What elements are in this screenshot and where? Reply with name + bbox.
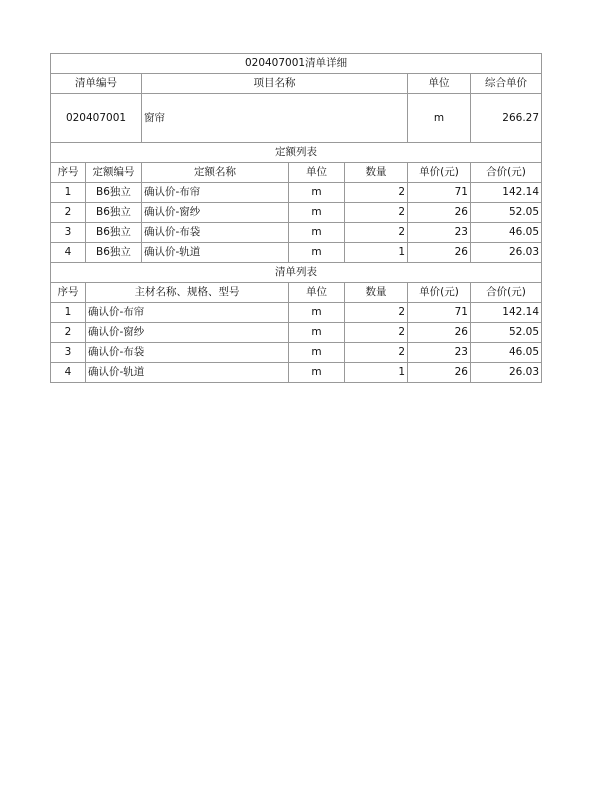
row-no: 2	[51, 203, 86, 223]
sheet-title: 020407001清单详细	[51, 54, 542, 74]
row-total: 46.05	[471, 223, 542, 243]
row-total: 52.05	[471, 323, 542, 343]
detail-table	[50, 53, 542, 383]
quota-col-code: 定额编号	[86, 163, 142, 183]
row-name: 确认价-布帘	[86, 303, 289, 323]
list-col-qty: 数量	[345, 283, 408, 303]
row-no: 1	[51, 183, 86, 203]
row-no: 4	[51, 243, 86, 263]
row-price: 23	[408, 223, 471, 243]
quota-section-title: 定额列表	[51, 143, 542, 163]
table-row	[51, 303, 542, 323]
list-col-no: 序号	[51, 283, 86, 303]
row-qty: 2	[345, 203, 408, 223]
item-row	[51, 94, 542, 143]
list-section-title: 清单列表	[51, 263, 542, 283]
row-price: 26	[408, 363, 471, 383]
row-unit: m	[289, 243, 345, 263]
row-total: 142.14	[471, 303, 542, 323]
row-qty: 1	[345, 243, 408, 263]
row-unit: m	[289, 303, 345, 323]
row-total: 26.03	[471, 363, 542, 383]
row-name: 确认价-窗纱	[86, 323, 289, 343]
quota-col-price: 单价(元)	[408, 163, 471, 183]
row-code: B6独立	[86, 203, 142, 223]
row-price: 26	[408, 203, 471, 223]
quota-header-row	[51, 163, 542, 183]
table-row	[51, 323, 542, 343]
list-col-price: 单价(元)	[408, 283, 471, 303]
row-code: B6独立	[86, 223, 142, 243]
row-qty: 2	[345, 223, 408, 243]
row-no: 2	[51, 323, 86, 343]
table-row	[51, 343, 542, 363]
quota-col-total: 合价(元)	[471, 163, 542, 183]
unit-label: 单位	[408, 74, 471, 94]
list-col-total: 合价(元)	[471, 283, 542, 303]
row-name: 确认价-轨道	[142, 243, 289, 263]
table-row	[51, 243, 542, 263]
price-label: 综合单价	[471, 74, 542, 94]
list-section-row	[51, 263, 542, 283]
quota-col-qty: 数量	[345, 163, 408, 183]
row-qty: 2	[345, 303, 408, 323]
name-label: 项目名称	[142, 74, 408, 94]
row-price: 26	[408, 243, 471, 263]
row-name: 确认价-布袋	[142, 223, 289, 243]
table-row	[51, 223, 542, 243]
row-code: B6独立	[86, 243, 142, 263]
row-unit: m	[289, 183, 345, 203]
row-qty: 2	[345, 183, 408, 203]
list-col-unit: 单位	[289, 283, 345, 303]
title-row	[51, 54, 542, 74]
row-qty: 2	[345, 323, 408, 343]
item-header-row	[51, 74, 542, 94]
row-no: 1	[51, 303, 86, 323]
row-total: 46.05	[471, 343, 542, 363]
table-row	[51, 203, 542, 223]
item-unit: m	[408, 94, 471, 143]
row-total: 52.05	[471, 203, 542, 223]
quota-col-unit: 单位	[289, 163, 345, 183]
row-no: 4	[51, 363, 86, 383]
row-price: 26	[408, 323, 471, 343]
row-no: 3	[51, 223, 86, 243]
table-row	[51, 363, 542, 383]
item-name: 窗帘	[142, 94, 408, 143]
list-header-row	[51, 283, 542, 303]
row-name: 确认价-轨道	[86, 363, 289, 383]
row-name: 确认价-窗纱	[142, 203, 289, 223]
quota-section-row	[51, 143, 542, 163]
row-unit: m	[289, 223, 345, 243]
row-unit: m	[289, 343, 345, 363]
row-price: 71	[408, 183, 471, 203]
row-total: 26.03	[471, 243, 542, 263]
table-row	[51, 183, 542, 203]
row-qty: 1	[345, 363, 408, 383]
row-price: 71	[408, 303, 471, 323]
item-code: 020407001	[51, 94, 142, 143]
quota-col-name: 定额名称	[142, 163, 289, 183]
row-code: B6独立	[86, 183, 142, 203]
row-unit: m	[289, 203, 345, 223]
item-price: 266.27	[471, 94, 542, 143]
row-name: 确认价-布帘	[142, 183, 289, 203]
row-total: 142.14	[471, 183, 542, 203]
row-qty: 2	[345, 343, 408, 363]
row-no: 3	[51, 343, 86, 363]
row-name: 确认价-布袋	[86, 343, 289, 363]
row-unit: m	[289, 363, 345, 383]
list-col-name: 主材名称、规格、型号	[86, 283, 289, 303]
row-price: 23	[408, 343, 471, 363]
code-label: 清单编号	[51, 74, 142, 94]
row-unit: m	[289, 323, 345, 343]
quota-col-no: 序号	[51, 163, 86, 183]
